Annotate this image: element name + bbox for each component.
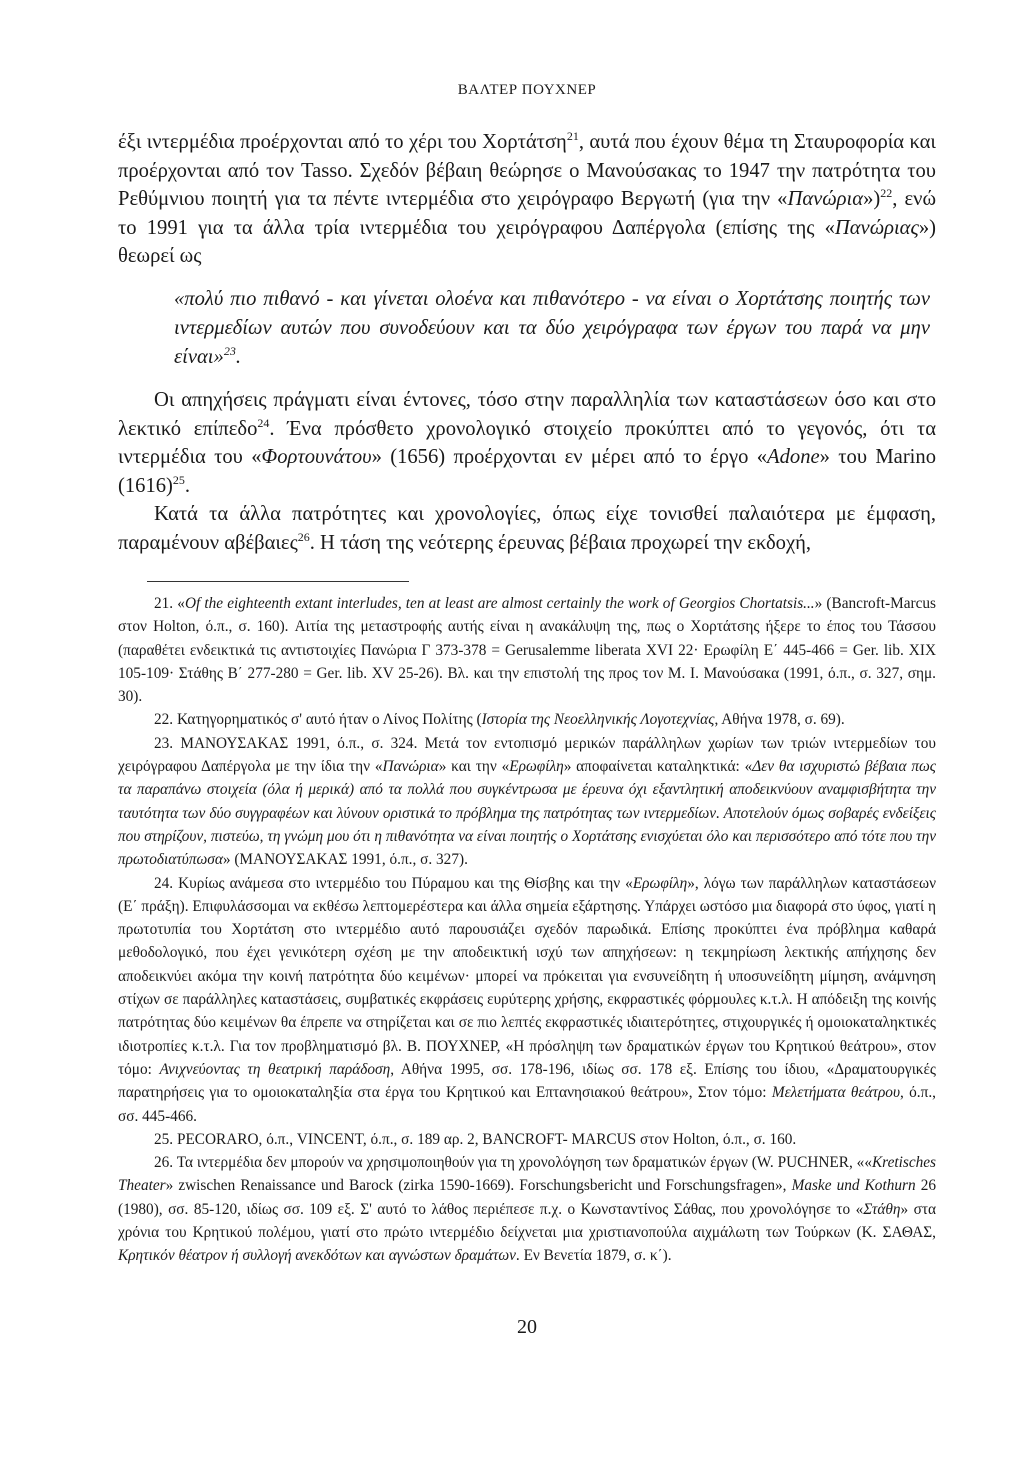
paragraph (118, 386, 936, 500)
footnote-ref-21[interactable]: 21 (566, 129, 579, 144)
text-run: 22. Κατηγορηματικός σ' αυτό ήταν ο Λίνος Πολίτης ( (154, 711, 482, 729)
italic-title: Πανώριας (834, 216, 919, 239)
paragraph (118, 500, 936, 557)
text-run: έξι ιντερμέδια προέρχονται από το χέρι του Χορτάτση (118, 131, 567, 153)
text-run: » αποφαίνεται καταληκτικά: « (563, 758, 753, 776)
italic-title: Ιστορία της Νεοελληνικής Λογοτεχνίας (481, 711, 715, 729)
text-run: . (184, 474, 191, 497)
text-run: . Ένα πρόσθετο χρονολογικό στοιχείο προκύπτει από το γεγονός, ότι τα ιντερμέδια του « (118, 417, 936, 469)
text-run: » στα χρόνια του Κρητικού πολέμου, γιατί στο πρώτο ιντερμέδιο δείχνεται μια χριστιανοπούλα αιχμάλωτη των Τούρκων (Κ. ΣΑΘΑΣ, (118, 1200, 936, 1242)
text-run: ») (863, 188, 881, 211)
italic-title: Ερωφίλη (632, 874, 688, 892)
text-run: , ενώ το 1991 για τα άλλα τρία ιντερμέδια του χειρόγραφου Δαπέργολα (επίσης της « (118, 188, 936, 239)
text-run: , ό.π., σσ. 445-466. (118, 1084, 936, 1125)
italic-quote: Δεν θα ισχυριστώ βέβαια πως τα παραπάνω στοιχεία (όλα ή μερικά) από τα πολλά που συγκέντρωσα με έρευνα όχι εξαντλητική αποδεικνύουν αναμφισβήτητα την ταυτότητα των δύο συγγραφέων και λύνουν οριστικά το πρόβλημα της πατρότητας των ιντερμεδίων. Αποτελούν όμως σοβαρές ενδείξεις που στηρίζουν, πιστεύω, τη γνώμη μου ότι η πιθανότητα να είναι ποιητής ο Χορτάτσης ενισχύεται όλο και περισσότερο από τότε που την πρωτοδιατύπωσα (118, 758, 937, 869)
paragraph (118, 128, 936, 271)
italic-title: Μελετήματα θεάτρου (771, 1084, 900, 1102)
main-text (118, 128, 936, 558)
italic-quote: Of the eighteenth extant interludes, ten at least are almost certainly the work of Georgios Chortatsis... (184, 595, 815, 612)
text-run: » (Bancroft-Marcus στον Holton, ό.π., σ. 160). Αιτία της μεταστροφής αυτής είναι η ανακάλυψη της, πως ο Χορτάτσης ήξερε το έπος του Τάσσου (παραθέτει ενδεικτικά τις αντιστοιχίες Πανώρια Γ 373-378 = Gerusalemme liberata XVI 22· Ερωφίλη Ε΄ 445-466 = Ger. lib. XIX 105-109· Στάθης Β΄ 277-280 = Ger. lib. XV 25-26). Βλ. και την επιστολή της προς τον Μ. Ι. Μανούσακα (1991, ό.π., σ. 327, σημ. 30). (118, 595, 937, 706)
text-run: ») θεωρεί ως (118, 216, 936, 268)
text-run: 21. « (154, 595, 185, 612)
italic-title: Πανώρια (787, 188, 864, 211)
italic-title: Κρητικόν θέατρον ή συλλογή ανεκδότων και αγνώστων δραμάτων (118, 1247, 516, 1265)
italic-title: Ερωφίλη (509, 758, 564, 776)
text-run: 26. Τα ιντερμέδια δεν μπορούν να χρησιμοποιηθούν για τη χρονολόγηση των δραματικών έργων (W. PUCHNER, «« (154, 1154, 872, 1172)
text-run: » (1656) προέρχονται εν μέρει από το έργο « (371, 446, 768, 469)
footnote-21 (118, 592, 936, 708)
footnote-ref-22[interactable]: 22 (880, 186, 893, 201)
quote-text: «πολύ πιο πιθανό - και γίνεται ολοένα και πιθανότερο - να είναι ο Χορτάτσης ποιητής των ιντερμεδίων αυτών που συνοδεύουν και τα δύο χειρόγραφα των έργων του παρά να μην είναι» (174, 287, 930, 368)
italic-title: Maske und Kothurn (791, 1177, 916, 1195)
footnote-22 (118, 708, 936, 731)
text-run: 24. Κυρίως ανάμεσα στο ιντερμέδιο του Πύραμου και της Θίσβης και την « (154, 874, 633, 892)
footnote-ref-23[interactable]: 23 (223, 344, 236, 359)
footnote-ref-25[interactable]: 25 (172, 472, 185, 487)
footnote-26 (118, 1151, 936, 1267)
italic-title: Adone (767, 446, 820, 469)
text-run: », λόγω των παράλληλων καταστάσεων (Ε΄ πράξη). Επιφυλάσσομαι να εκθέσω λεπτομερέστερα και άλλα σημεία εξάρτησης. Υπάρχει ωστόσο μια διαφορά στο ύφος, γιατί η πρωτοτυπία του Χορτάτση στο ιντερμέδιο αυτό παρουσιάζει σχεδόν παρωδικά. Επίσης προκύπτει ένα πρόβλημα καθαρά μεθοδολογικό, που έχει γενικότερη σχέση με την αποδεικτική ισχύ των απηχήσεων: η τεκμηρίωση λεκτικής απήχησης δεν αποδεικνύει ακόμα την κοινή πατρότητα δύο κειμένων· μπορεί να πρόκειται για ενσυνείδητη ή υποσυνείδητη μίμηση, ανάμνηση στίχων σε παράλληλες καταστάσεις, συμβατικές εκφράσεις ευρύτερης χρήσης, εκφραστικές φόρμουλες κ.τ.λ. Η απόδειξη της κοινής πατρότητας δύο κειμένων θα έπρεπε να στηρίζεται και σε πιο λεπτές εκφραστικές ιδιαιτερότητες, στιχουργικές ή ομοιοκαταληκτικές ιδιοτροπίες κ.τ.λ. Για τον προβληματισμό βλ. Β. ΠΟΥΧΝΕΡ, «Η πρόσληψη των δραματικών έργων του Κρητικού θεάτρου», στον τόμο: (118, 874, 936, 1078)
text-run: . (235, 345, 241, 368)
footnote-23 (118, 732, 936, 872)
text-run: 23. ΜΑΝΟΥΣΑΚΑΣ 1991, ό.π., σ. 324. Μετά τον εντοπισμό μερικών παράλληλων χωρίων των τριών ιντερμεδίων του χειρόγραφου Δαπέργολα με την ίδια την « (118, 734, 936, 776)
italic-title: Φορτουνάτου (261, 446, 372, 469)
text-run: » zwischen Renaissance und Barock (zirka 1590-1669). Forschungsbericht und Forschungsfragen», (165, 1177, 792, 1195)
text-run: » (ΜΑΝΟΥΣΑΚΑΣ 1991, ό.π., σ. 327). (222, 851, 468, 869)
running-head: ΒΑΛΤΕΡ ΠΟΥΧΝΕΡ (457, 82, 597, 98)
footnotes (118, 592, 936, 1268)
italic-title: Στάθη (863, 1200, 901, 1218)
text-run: , Αθήνα 1995, σσ. 178-196, ιδίως σσ. 178 εξ. Επίσης του ίδιου, «Δραματουργικές παρατηρήσεις για το ομοιοκαταληξία στα έργα του Κρητικού και Επτανησιακού θεάτρου», Στον τόμο: (118, 1060, 936, 1102)
footnote-ref-24[interactable]: 24 (257, 415, 270, 430)
page-number: 20 (517, 1316, 537, 1338)
text-run: . Εν Βενετία 1879, σ. κ΄). (515, 1247, 672, 1265)
italic-title: Ανιχνεύοντας τη θεατρική παράδοση (159, 1060, 391, 1078)
footnote-24 (118, 872, 936, 1128)
text-run: » του Marino (1616) (118, 446, 936, 497)
text-run: Οι απηχήσεις πράγματι είναι έντονες, τόσο στην παραλληλία των καταστάσεων όσο και στο λεκτικό επίπεδο (118, 388, 936, 440)
footnote-25: 25. PECORARO, ό.π., VINCENT, ό.π., σ. 189 αρ. 2, BANCROFT- MARCUS στον Holton, ό.π., σ. 160. (154, 1130, 797, 1148)
text-run: , αυτά που έχουν θέμα τη Σταυροφορία και προέρχονται από τον Tasso. Σχεδόν βέβαιη θεώρησε ο Μανούσακας το 1947 την πατρότητα του Ρεθύμνιου ποιητή για τα πέντε ιντερμέδια στο χειρόγραφο Βεργωτή (για την « (118, 131, 936, 211)
block-quote (174, 285, 930, 372)
italic-title: Πανώρια (382, 758, 439, 776)
footnote-separator (147, 581, 409, 582)
footnote-ref-26[interactable]: 26 (297, 530, 310, 545)
text-run: . Η τάση της νεότερης έρευνας βέβαια προχωρεί την εκδοχή, (309, 531, 812, 554)
text-run: Κατά τα άλλα πατρότητες και χρονολογίες, όπως είχε τονισθεί παλαιότερα με έμφαση, παραμένουν αβέβαιες (118, 503, 936, 554)
text-run: 26 (1980), σσ. 85-120, ιδίως σσ. 109 εξ. Σ' αυτό το λάθος περιέπεσε π.χ. ο Κωνσταντίνος Σάθας, που χρονολόγησε το « (118, 1177, 936, 1218)
text-run: , Αθήνα 1978, σ. 69). (714, 711, 845, 729)
italic-title: Kretisches Theater (118, 1154, 936, 1195)
text-run: » και την « (438, 758, 510, 776)
document-page (118, 0, 936, 1468)
